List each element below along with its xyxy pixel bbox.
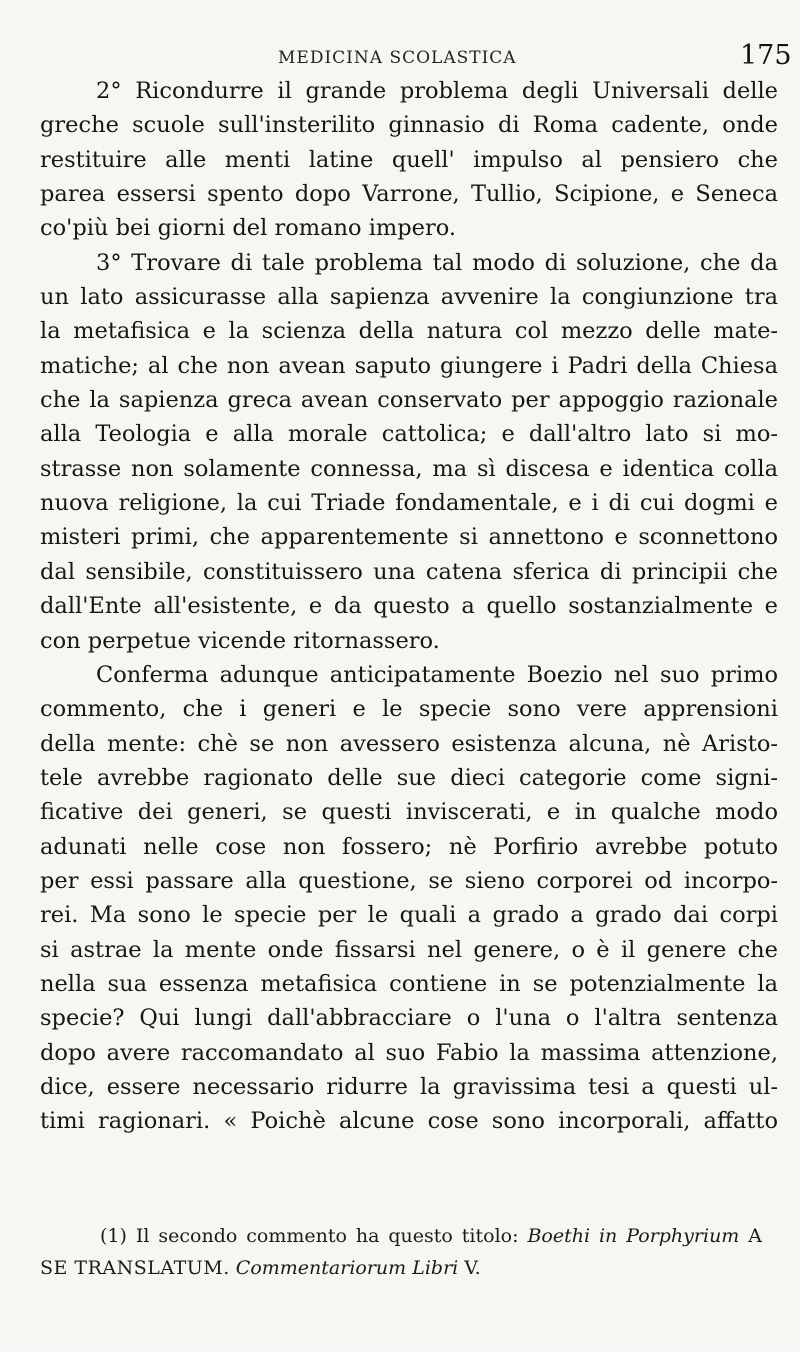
footnote-caps: SE TRANSLATUM. — [40, 1257, 230, 1279]
text-line: per essi passare alla questione, se sieno corporei od incorpo- — [40, 867, 778, 894]
footnote — [40, 1220, 762, 1284]
text-line: co'più bei giorni del romano impero. — [40, 215, 456, 242]
running-title: MEDICINA SCOLASTICA — [278, 48, 517, 68]
text-line: misteri primi, che apparentemente si annettono e sconnettono — [40, 524, 778, 551]
text-line: commento, che i generi e le specie sono vere apprensioni — [40, 696, 778, 723]
body-text — [40, 74, 778, 1139]
footnote-text: (1) Il secondo commento ha questo titolo: — [100, 1225, 528, 1247]
text-line: alla Teologia e alla morale cattolica; e dall'altro lato si mo- — [40, 421, 778, 448]
text-line: matiche; al che non avean saputo giungere i Padri della Chiesa — [40, 352, 778, 379]
text-line: Conferma adunque anticipatamente Boezio nel suo primo — [96, 661, 778, 688]
text-line: timi ragionari. « Poichè alcune cose sono incorporali, affatto — [40, 1108, 778, 1135]
footnote-title-italic: Boethi in Porphyrium — [527, 1225, 740, 1247]
footnote-text-end: V. — [458, 1257, 481, 1279]
text-line: adunati nelle cose non fossero; nè Porfirio avrebbe potuto — [40, 833, 778, 860]
text-line: greche scuole sull'insterilito ginnasio di Roma cadente, onde — [40, 112, 778, 139]
text-line: tele avrebbe ragionato delle sue dieci categorie come signi- — [40, 764, 778, 791]
text-line: parea essersi spento dopo Varrone, Tullio, Scipione, e Seneca — [40, 181, 778, 208]
text-line: specie? Qui lungi dall'abbracciare o l'una o l'altra sentenza — [40, 1005, 778, 1032]
text-line: 2° Ricondurre il grande problema degli Universali delle — [96, 78, 778, 104]
text-line: strasse non solamente connessa, ma sì discesa e identica colla — [40, 455, 778, 482]
text-line: dall'Ente all'esistente, e da questo a quello sostanzialmente e — [40, 593, 778, 620]
text-line: 3° Trovare di tale problema tal modo di soluzione, che da — [96, 249, 778, 276]
text-line: la metafisica e la scienza della natura col mezzo delle mate- — [40, 318, 778, 345]
text-line: dopo avere raccomandato al suo Fabio la massima attenzione, — [40, 1039, 778, 1066]
footnote-text-end: A — [739, 1225, 762, 1247]
page-header — [0, 40, 800, 74]
page-number: 175 — [740, 40, 792, 71]
text-line: della mente: chè se non avessero esistenza alcuna, nè Aristo- — [40, 730, 778, 757]
text-line: dice, essere necessario ridurre la gravissima tesi a questi ul- — [40, 1073, 778, 1100]
footnote-title-italic: Commentariorum Libri — [229, 1257, 459, 1279]
text-line: nuova religione, la cui Triade fondamentale, e i di cui dogmi e — [40, 490, 778, 517]
footnote-line — [40, 1252, 762, 1284]
footnote-line — [40, 1220, 762, 1252]
text-line: si astrae la mente onde fissarsi nel genere, o è il genere che — [40, 936, 778, 963]
text-line: ficative dei generi, se questi inviscerati, e in qualche modo — [40, 799, 778, 826]
text-line: nella sua essenza metafisica contiene in se potenzialmente la — [40, 970, 778, 997]
text-line: restituire alle menti latine quell' impulso al pensiero che — [40, 146, 778, 173]
text-line: che la sapienza greca avean conservato per appoggio razionale — [40, 387, 778, 414]
text-line: dal sensibile, constituissero una catena sferica di principii che — [40, 558, 778, 585]
text-line: con perpetue vicende ritornassero. — [40, 627, 440, 654]
text-line: un lato assicurasse alla sapienza avvenire la congiunzione tra — [40, 284, 778, 311]
text-line: rei. Ma sono le specie per le quali a grado a grado dai corpi — [40, 902, 778, 929]
